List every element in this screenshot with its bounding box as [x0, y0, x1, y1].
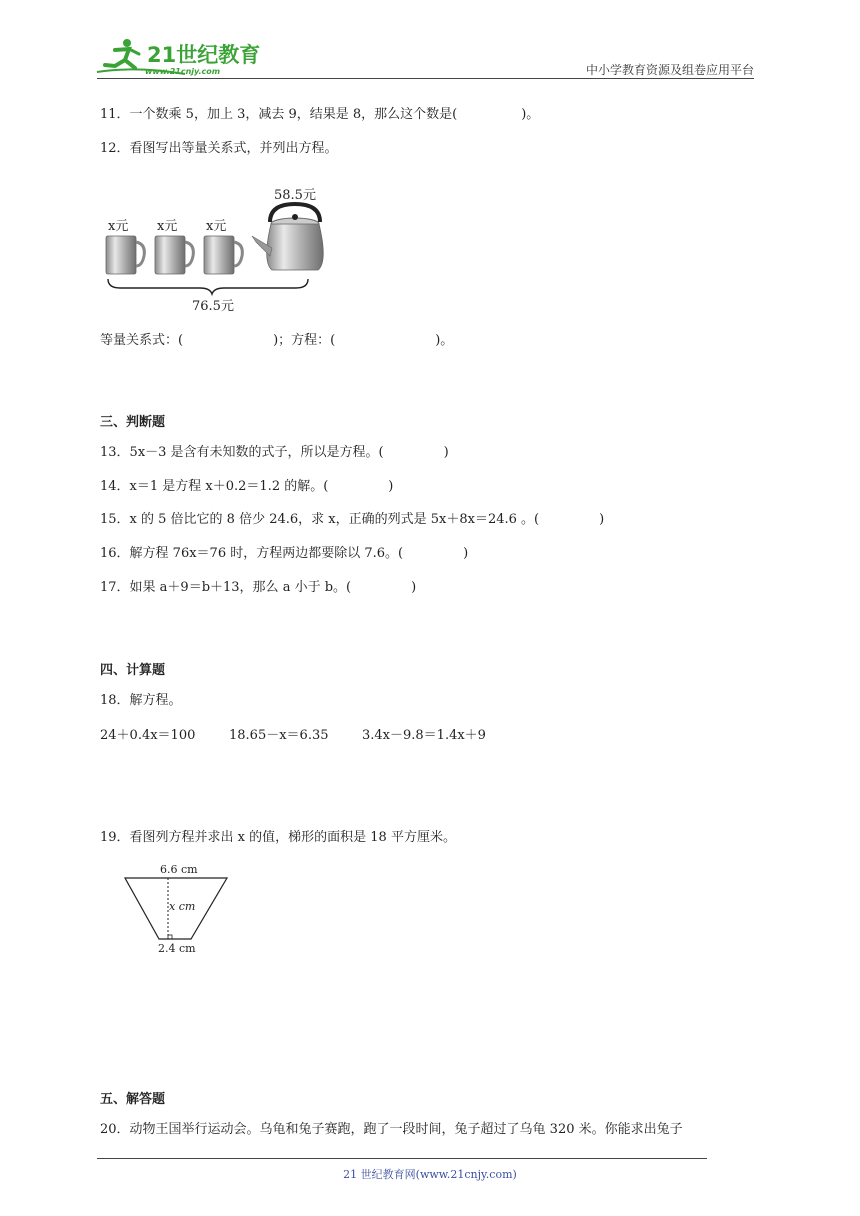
kettle-price-label: 58.5元 [274, 188, 316, 203]
question-17-tail: ) [411, 580, 417, 595]
question-13 [100, 444, 449, 462]
equation-label: )；方程：( [273, 333, 336, 348]
cup-1-price-label: x元 [108, 219, 129, 234]
trapezoid-figure [115, 858, 240, 960]
question-14 [100, 478, 393, 496]
question-20: 20．动物王国举行运动会。乌龟和兔子赛跑，跑了一段时间，兔子超过了乌龟 320 米。你能求出兔子 [100, 1122, 683, 1137]
question-14-text: 14．x＝1 是方程 x＋0.2＝1.2 的解。( [100, 479, 329, 494]
equation-2: 18.65－x＝6.35 [229, 728, 329, 743]
question-14-tail: ) [388, 479, 394, 494]
logo-url: www.21cnjy.com [145, 67, 221, 76]
question-17 [100, 579, 416, 597]
question-11-tail: )。 [521, 107, 540, 122]
question-13-text: 13．5x－3 是含有未知数的式子，所以是方程。( [100, 445, 384, 460]
question-19: 19．看图列方程并求出 x 的值，梯形的面积是 18 平方厘米。 [100, 830, 456, 845]
cup-3-price-label: x元 [206, 219, 227, 234]
question-17-text: 17．如果 a＋9＝b＋13，那么 a 小于 b。( [100, 580, 352, 595]
question-16-text: 16．解方程 76x＝76 时，方程两边都要除以 7.6。( [100, 546, 404, 561]
header-divider [97, 78, 754, 79]
bottom-base-label: 2.4 cm [158, 942, 196, 955]
section-3-title: 三、判断题 [100, 415, 166, 430]
cup-2-price-label: x元 [157, 219, 178, 234]
question-16-tail: ) [463, 546, 469, 561]
cup-1 [106, 236, 144, 274]
question-15 [100, 511, 604, 529]
question-13-tail: ) [443, 445, 449, 460]
top-base-label: 6.6 cm [160, 863, 198, 876]
question-12: 12．看图写出等量关系式，并列出方程。 [100, 141, 338, 156]
footer-divider [97, 1158, 707, 1159]
question-12-answer [100, 332, 453, 350]
relation-label: 等量关系式：( [100, 333, 184, 348]
logo-text: 21世纪教育 [147, 43, 261, 67]
question-11-text: 11．一个数乘 5，加上 3，减去 9，结果是 8，那么这个数是( [100, 107, 458, 122]
cup-3 [204, 236, 242, 274]
footer-site-link[interactable]: 21 世纪教育网(www.21cnjy.com) [343, 1168, 517, 1181]
question-15-tail: ) [599, 512, 605, 527]
question-15-text: 15．x 的 5 倍比它的 8 倍少 24.6，求 x，正确的列式是 5x＋8x＝24.6 。( [100, 512, 540, 527]
kettle [252, 204, 323, 270]
question-11 [100, 106, 539, 124]
cups-kettle-figure [100, 182, 340, 317]
site-logo [95, 36, 265, 78]
equation-1: 24＋0.4x＝100 [100, 728, 196, 743]
answer-close: )。 [435, 333, 454, 348]
cup-2 [155, 236, 193, 274]
question-16 [100, 545, 468, 563]
section-4-title: 四、计算题 [100, 663, 166, 678]
section-5-title: 五、解答题 [100, 1092, 166, 1107]
height-label: x cm [169, 900, 196, 913]
header-platform-text: 中小学教育资源及组卷应用平台 [585, 63, 754, 77]
question-18: 18．解方程。 [100, 693, 182, 708]
total-brace [108, 279, 308, 294]
total-price-label: 76.5元 [192, 299, 234, 314]
equation-3: 3.4x－9.8＝1.4x＋9 [362, 728, 486, 743]
